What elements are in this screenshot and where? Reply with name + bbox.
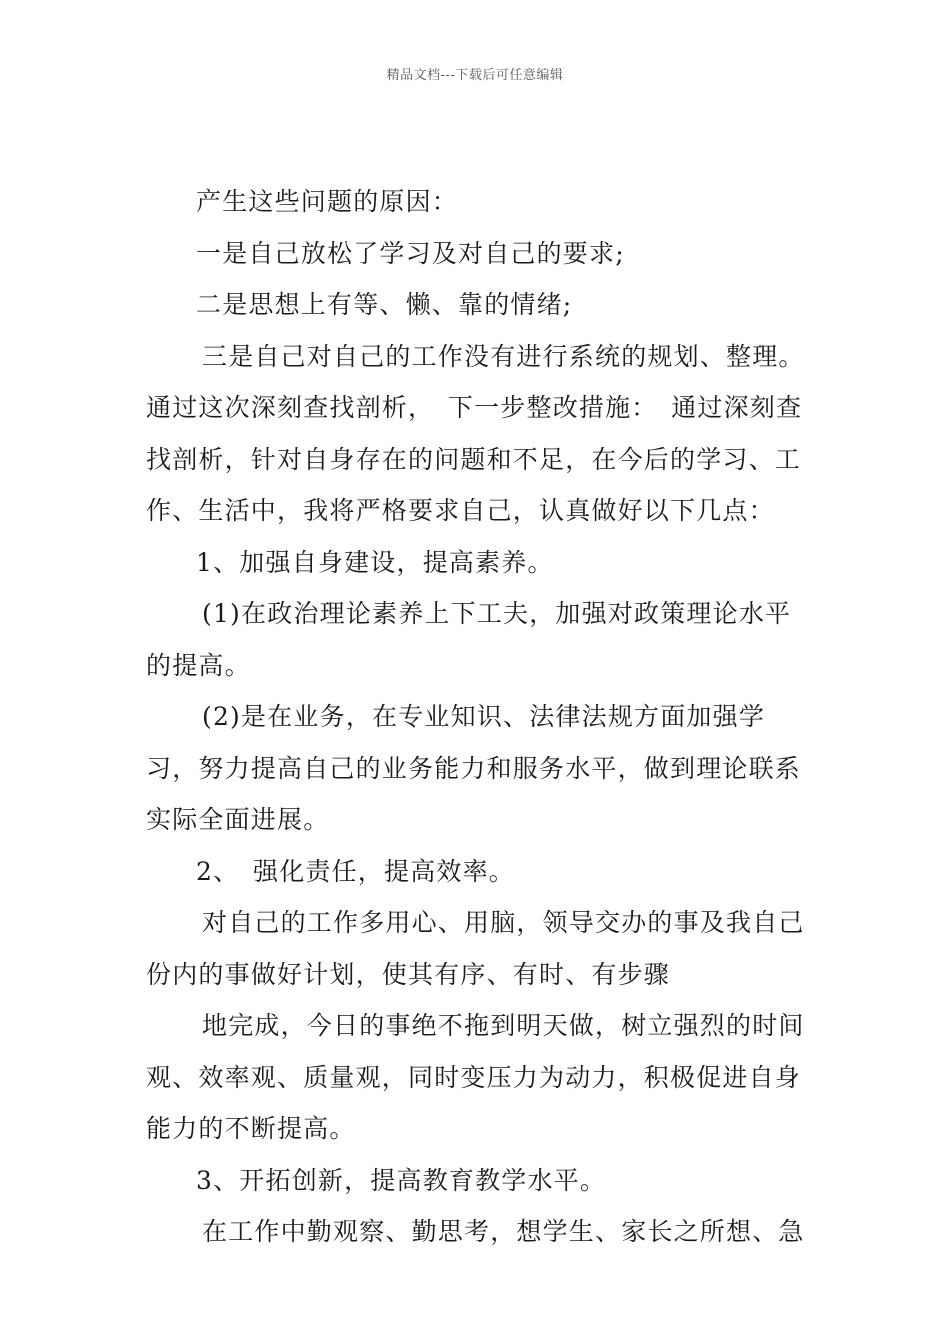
paragraph-item-1-sub-1: (1)在政治理论素养上下工夫，加强对政策理论水平的提高。	[146, 599, 792, 680]
document-body	[146, 176, 810, 1258]
paragraph-causes-intro: 产生这些问题的原因：	[196, 187, 459, 216]
paragraph-item-1-sub-2: (2)是在业务，在专业知识、法律法规方面加强学习，努力提高自己的业务能力和服务水平，做到理论联系实际全面进展。	[146, 702, 802, 834]
paragraph-item-2-continued: 地完成，今日的事绝不拖到明天做，树立强烈的时间观、效率观、质量观，同时变压力为动力，积极促进自身能力的不断提高。	[146, 1011, 805, 1143]
paragraph-item-3-body: 在工作中勤观察、勤思考，想学生、家长之所想、急	[202, 1217, 805, 1246]
paragraph-cause-1: 一是自己放松了学习及对自己的要求;	[196, 238, 625, 268]
paragraph-item-2-body: 对自己的工作多用心、用脑，领导交办的事及我自己份内的事做好计划，使其有序、有时、有步骤	[146, 908, 805, 989]
paragraph-cause-3: 三是自己对自己的工作没有进行系统的规划、整理。通过这次深刻查找剖析， 下一步整改措施： 通过深刻查找剖析，针对自身存在的问题和不足，在今后的学习、工作、生活中，我将严格要求自己，认真做好以下几点：	[146, 341, 805, 525]
page-header: 精品文档---下载后可任意编辑	[386, 68, 564, 83]
paragraph-item-3: 3、开拓创新，提高教育教学水平。	[196, 1165, 607, 1195]
paragraph-item-2: 2、 强化责任，提高效率。	[196, 856, 516, 886]
paragraph-item-1: 1、加强自身建设，提高素养。	[196, 547, 554, 577]
paragraph-cause-2: 二是思想上有等、懒、靠的情绪;	[196, 290, 573, 319]
